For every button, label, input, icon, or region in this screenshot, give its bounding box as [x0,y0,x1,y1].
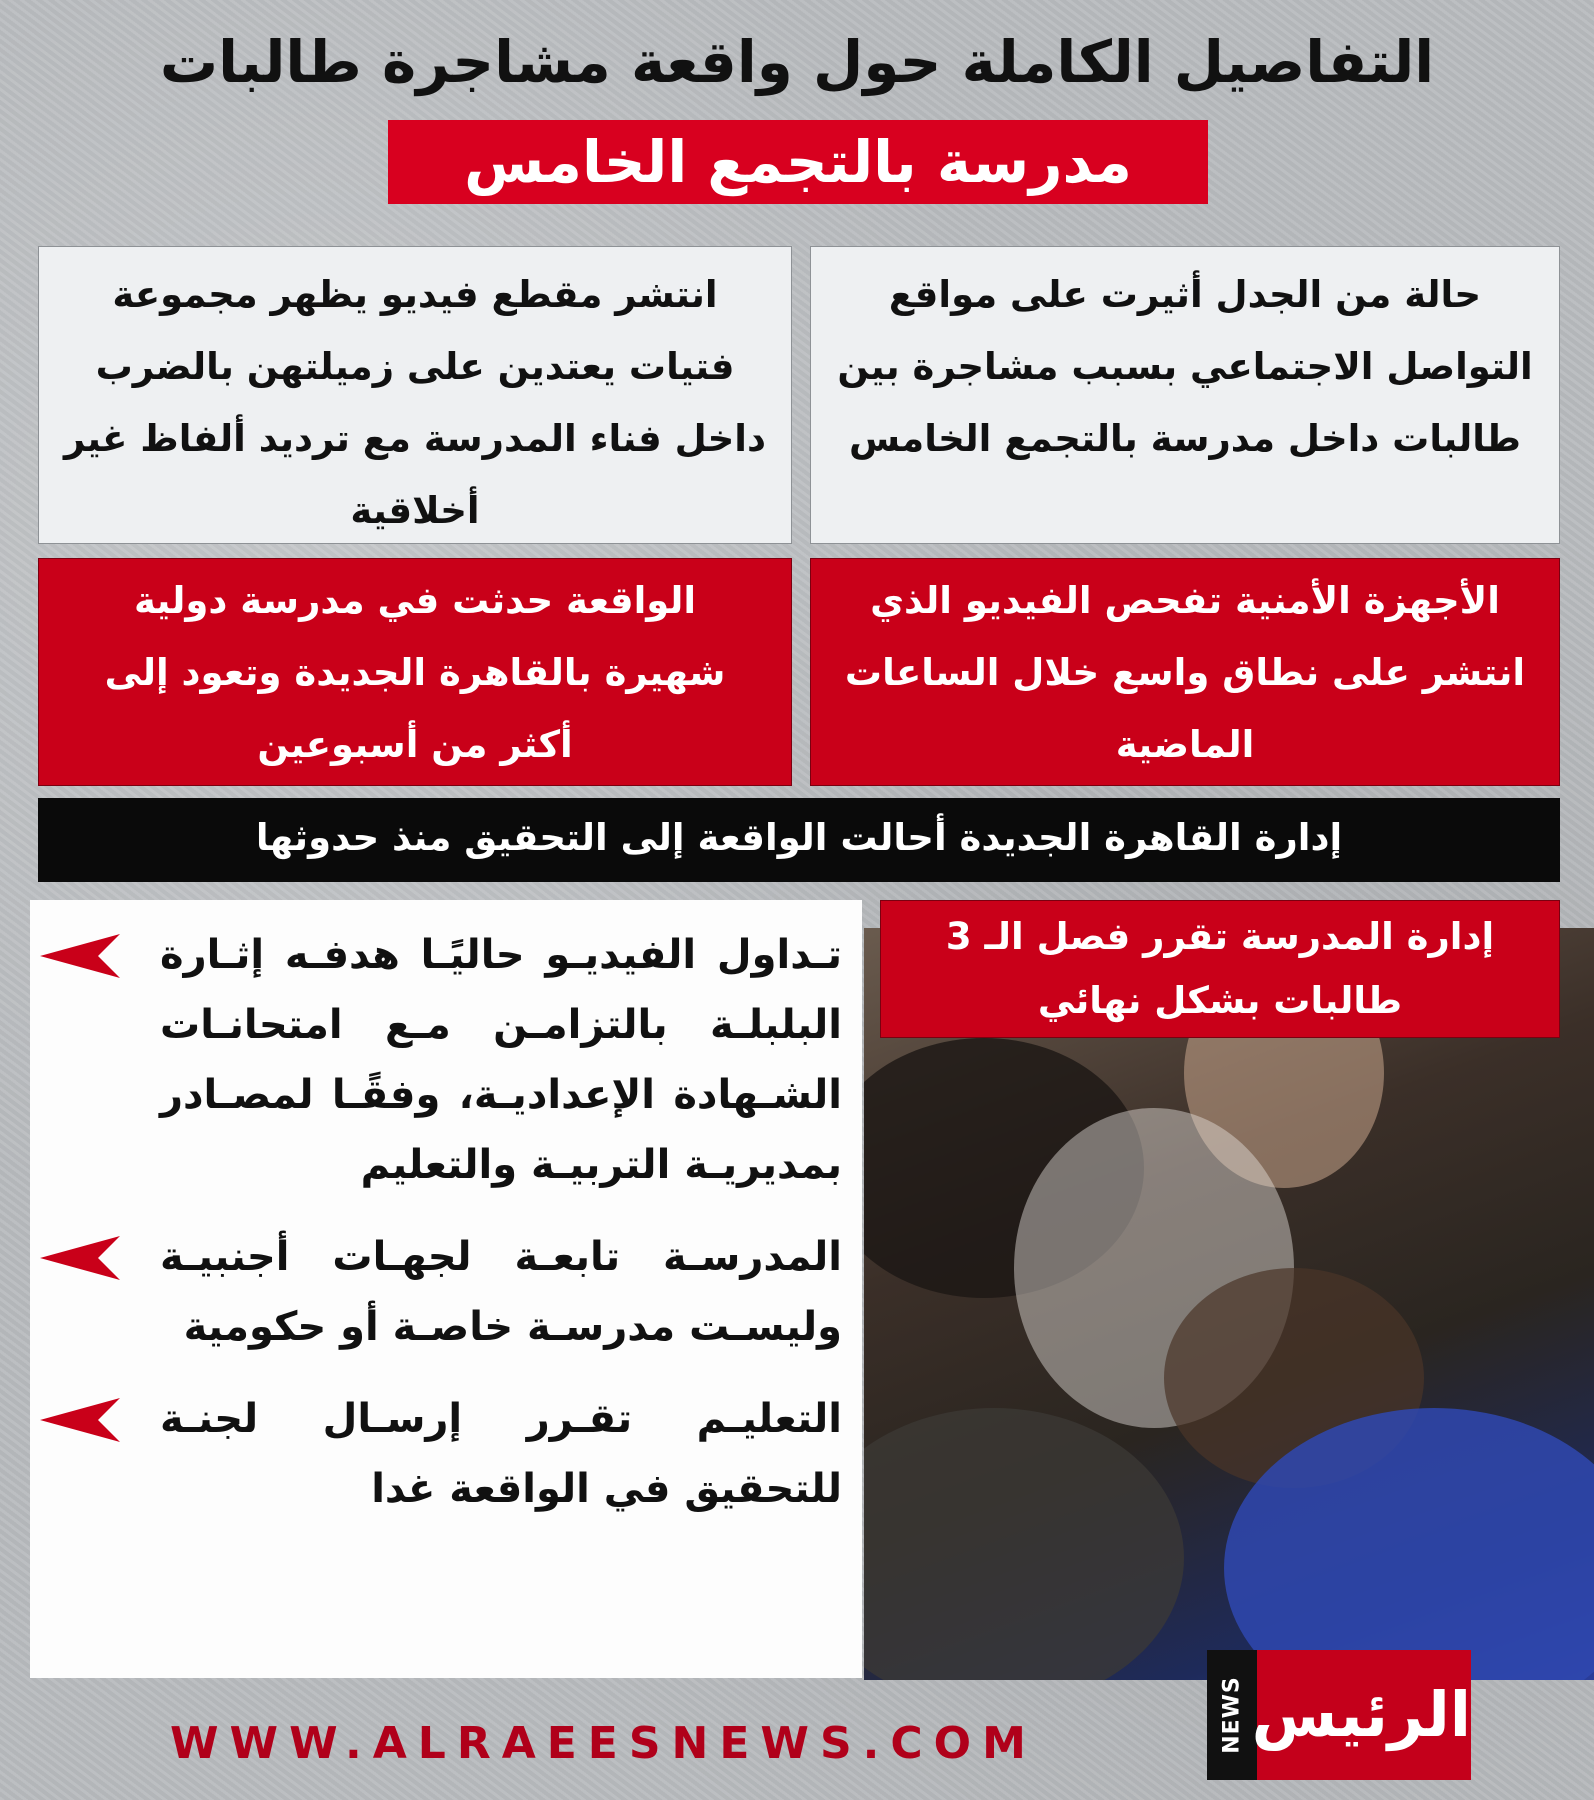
footer-website-url[interactable]: WWW.ALRAEESNEWS.COM [170,1718,1037,1769]
logo-brand-name: الرئيس [1257,1650,1471,1780]
bullet-text: التعليـم تقـرر إرسـال لجنـة للتحقيق في الواقعة غدا [160,1396,842,1512]
bullet-text: المدرسـة تابعـة لجهـات أجنبيـة وليسـت مدرسـة خاصـة أو حكومية [160,1234,842,1350]
bullet-item [30,1222,842,1362]
page-title: التفاصيل الكاملة حول واقعة مشاجرة طالبات [159,28,1435,96]
banner-investigation: إدارة القاهرة الجديدة أحالت الواقعة إلى التحقيق منذ حدوثها [38,798,1560,882]
photo-caption-expulsion: إدارة المدرسة تقرر فصل الـ 3 طالبات بشكل نهائي [880,900,1560,1038]
info-box-incident-location: الواقعة حدثت في مدرسة دولية شهيرة بالقاهرة الجديدة وتعود إلى أكثر من أسبوعين [38,558,792,786]
logo-news-tab [1207,1650,1257,1780]
bullet-text: تـداول الفيديـو حاليًـا هدفـه إثـارة البلبلـة بالتزامـن مـع امتحانـات الشـهادة الإعداديـة، وفقًـا لمصـادر بمديريـة التربيـة والتعليم [160,932,842,1188]
bullet-list [30,900,862,1678]
red-arrow-icon [40,1236,120,1280]
red-arrow-icon [40,1398,120,1442]
logo-news-label: NEWS [1219,1676,1245,1754]
incident-photo [864,928,1594,1680]
brand-logo [1207,1650,1471,1780]
info-box-social-controversy: حالة من الجدل أثيرت على مواقع التواصل الاجتماعي بسبب مشاجرة بين طالبات داخل مدرسة بالتجمع الخامس [810,246,1560,544]
info-box-video-spread: انتشر مقطع فيديو يظهر مجموعة فتيات يعتدين على زميلتهن بالضرب داخل فناء المدرسة مع ترديد ألفاظ غير أخلاقية [38,246,792,544]
page-subtitle: مدرسة بالتجمع الخامس [388,120,1208,204]
info-box-security-check: الأجهزة الأمنية تفحص الفيديو الذي انتشر على نطاق واسع خلال الساعات الماضية [810,558,1560,786]
bullet-item [30,1384,842,1524]
bullet-item [30,920,842,1200]
red-arrow-icon [40,934,120,978]
